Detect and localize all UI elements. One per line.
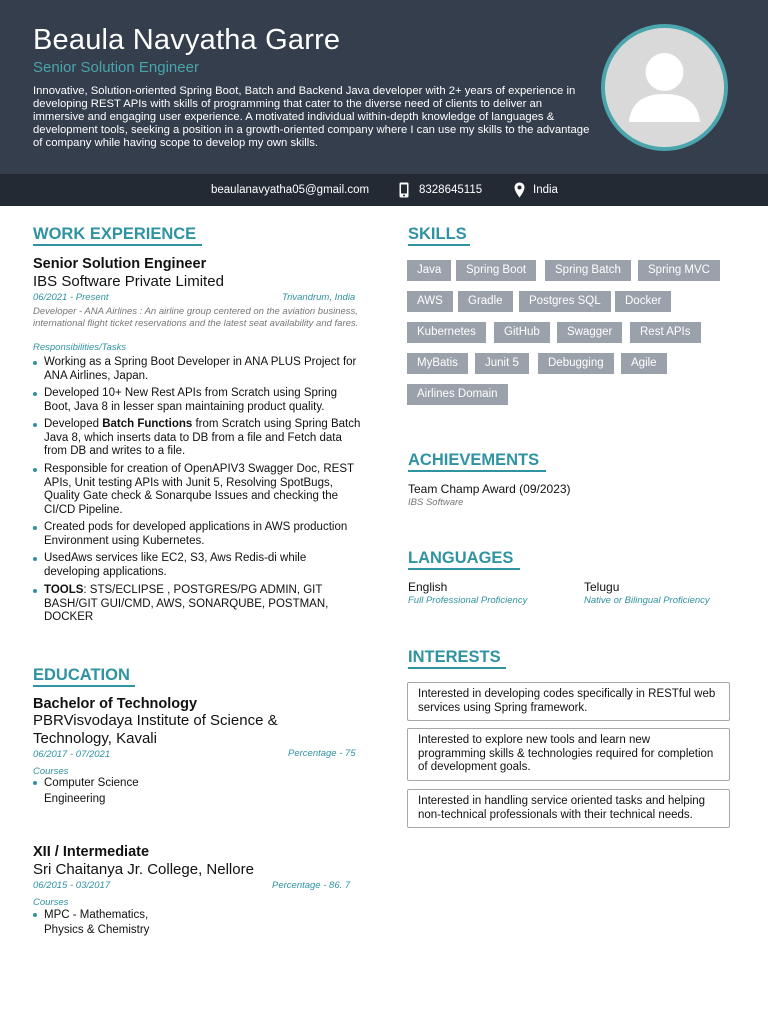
skills-heading: SKILLS: [408, 225, 467, 243]
section-divider: [33, 685, 135, 687]
contact-location: India: [533, 184, 558, 196]
tools-item: TOOLS: STS/ECLIPSE , POSTGRES/PG ADMIN, GIT BASH/GIT GUI/CMD, AWS, SONARQUBE, POSTMAN, DOCKER: [33, 584, 363, 625]
language-name: Telugu: [584, 580, 620, 594]
skill-tag: Spring Boot: [456, 260, 536, 281]
section-divider: [33, 244, 202, 246]
contact-bar: [0, 174, 768, 206]
degree-title: XII / Intermediate: [33, 844, 150, 860]
interest-item: Interested in handling service oriented tasks and helping non-technical professionals with their technical needs.: [407, 789, 730, 828]
job-dates: 06/2021 - Present: [33, 292, 109, 303]
tools-label: TOOLS: [44, 584, 84, 596]
job-description: Developer - ANA Airlines : An airline group centered on the aviation business, international flight ticket reservations and the latest seat availability and fares.: [33, 306, 359, 329]
languages-heading: LANGUAGES: [408, 549, 514, 567]
section-divider: [408, 667, 506, 669]
courses-label: Courses: [33, 766, 69, 777]
skill-tag: MyBatis: [407, 353, 468, 374]
job-location: Trivandrum, India: [282, 292, 356, 303]
language-name: English: [408, 580, 448, 594]
skill-tag: Docker: [615, 291, 671, 312]
skill-tag: Kubernetes: [407, 322, 486, 343]
language-level: Native or Bilingual Proficiency: [584, 595, 710, 606]
profile-placeholder-icon: [601, 24, 728, 151]
skill-tag: Swagger: [557, 322, 622, 343]
responsibility-item: Working as a Spring Boot Developer in ANA PLUS Project for ANA Airlines, Japan.: [33, 356, 363, 383]
education-score: Percentage - 75: [288, 748, 356, 759]
school-name: PBRVisvodaya Institute of Science & Technology, Kavali: [33, 712, 278, 747]
responsibility-item: Developed 10+ New Rest APIs from Scratch using Spring Boot, Java 8 in lesser span maintaining product quality.: [33, 387, 363, 414]
skill-tag: Rest APIs: [630, 322, 701, 343]
batch-functions-emphasis: Batch Functions: [102, 418, 193, 430]
school-name: Sri Chaitanya Jr. College, Nellore: [33, 861, 254, 878]
skill-tag: Postgres SQL: [519, 291, 611, 312]
achievement-title: Team Champ Award (09/2023): [408, 482, 571, 496]
work-experience-heading: WORK EXPERIENCE: [33, 225, 197, 243]
interests-heading: INTERESTS: [408, 648, 501, 666]
section-divider: [408, 244, 470, 246]
achievement-org: IBS Software: [408, 497, 464, 508]
responsibility-item: Responsible for creation of OpenAPIV3 Swagger Doc, REST APIs, Unit testing APIs with Junit 5, Resolving SpotBugs, Quality Gate check & Sonarqube Issues and checking the CI/CD Pipeline.: [33, 463, 363, 517]
section-divider: [408, 568, 520, 570]
candidate-title: Senior Solution Engineer: [33, 59, 199, 76]
skill-tag: Java: [407, 260, 451, 281]
course-item: Computer Science Engineering: [33, 776, 163, 807]
skill-tag: AWS: [407, 291, 453, 312]
skill-tag: Junit 5: [475, 353, 529, 374]
profile-summary: Innovative, Solution-oriented Spring Boot, Batch and Backend Java developer with 2+ years of experience in developing REST APIs with skills of programming that cater to the diverse need of clients to deliver an immersive and engaging user experience. A motivated individual within-depth knowledge of languages & development tools, seeking a position in a growth-oriented company where I can use my skills to the advantage of company while having scope to develop my own skills.: [33, 85, 590, 149]
interest-item: Interested in developing codes specifically in RESTful web services using Spring framework.: [407, 682, 730, 721]
language-level: Full Professional Proficiency: [408, 595, 528, 606]
responsibility-item: UsedAws services like EC2, S3, Aws Redis-di while developing applications.: [33, 552, 363, 579]
education-dates: 06/2017 - 07/2021: [33, 749, 111, 760]
responsibility-item: Developed Batch Functions from Scratch using Spring Batch Java 8, which inserts data to DB from a file and Fetch data from DB and writes to a file.: [33, 418, 363, 459]
education-heading: EDUCATION: [33, 666, 130, 684]
skill-tag: Airlines Domain: [407, 384, 508, 405]
contact-phone[interactable]: 8328645115: [419, 184, 483, 196]
resume-header: [0, 0, 768, 174]
interest-item: Interested to explore new tools and learn new programming skills & technologies required for completion of development goals.: [407, 728, 730, 781]
skill-tag: GitHub: [494, 322, 550, 343]
section-divider: [408, 470, 546, 472]
responsibilities-label: Responsibilities/Tasks: [33, 342, 127, 353]
skill-tag: Agile: [621, 353, 667, 374]
achievements-heading: ACHIEVEMENTS: [408, 451, 540, 469]
contact-email[interactable]: beaulanavyatha05@gmail.com: [211, 184, 370, 196]
degree-title: Bachelor of Technology: [33, 696, 198, 712]
candidate-name: Beaula Navyatha Garre: [33, 24, 341, 56]
skill-tag: Debugging: [538, 353, 614, 374]
responsibility-item: Created pods for developed applications in AWS production Environment using Kubernetes.: [33, 521, 363, 548]
skill-tag: Spring Batch: [545, 260, 631, 281]
skill-tag: Gradle: [458, 291, 513, 312]
phone-icon: [399, 182, 409, 198]
education-score: Percentage - 86. 7: [272, 880, 351, 891]
course-item: MPC - Mathematics, Physics & Chemistry: [33, 908, 163, 938]
location-pin-icon: [514, 182, 525, 198]
education-dates: 06/2015 - 03/2017: [33, 880, 111, 891]
job-title: Senior Solution Engineer: [33, 256, 207, 272]
skill-tag: Spring MVC: [638, 260, 720, 281]
courses-label: Courses: [33, 897, 69, 908]
company-name: IBS Software Private Limited: [33, 273, 224, 290]
